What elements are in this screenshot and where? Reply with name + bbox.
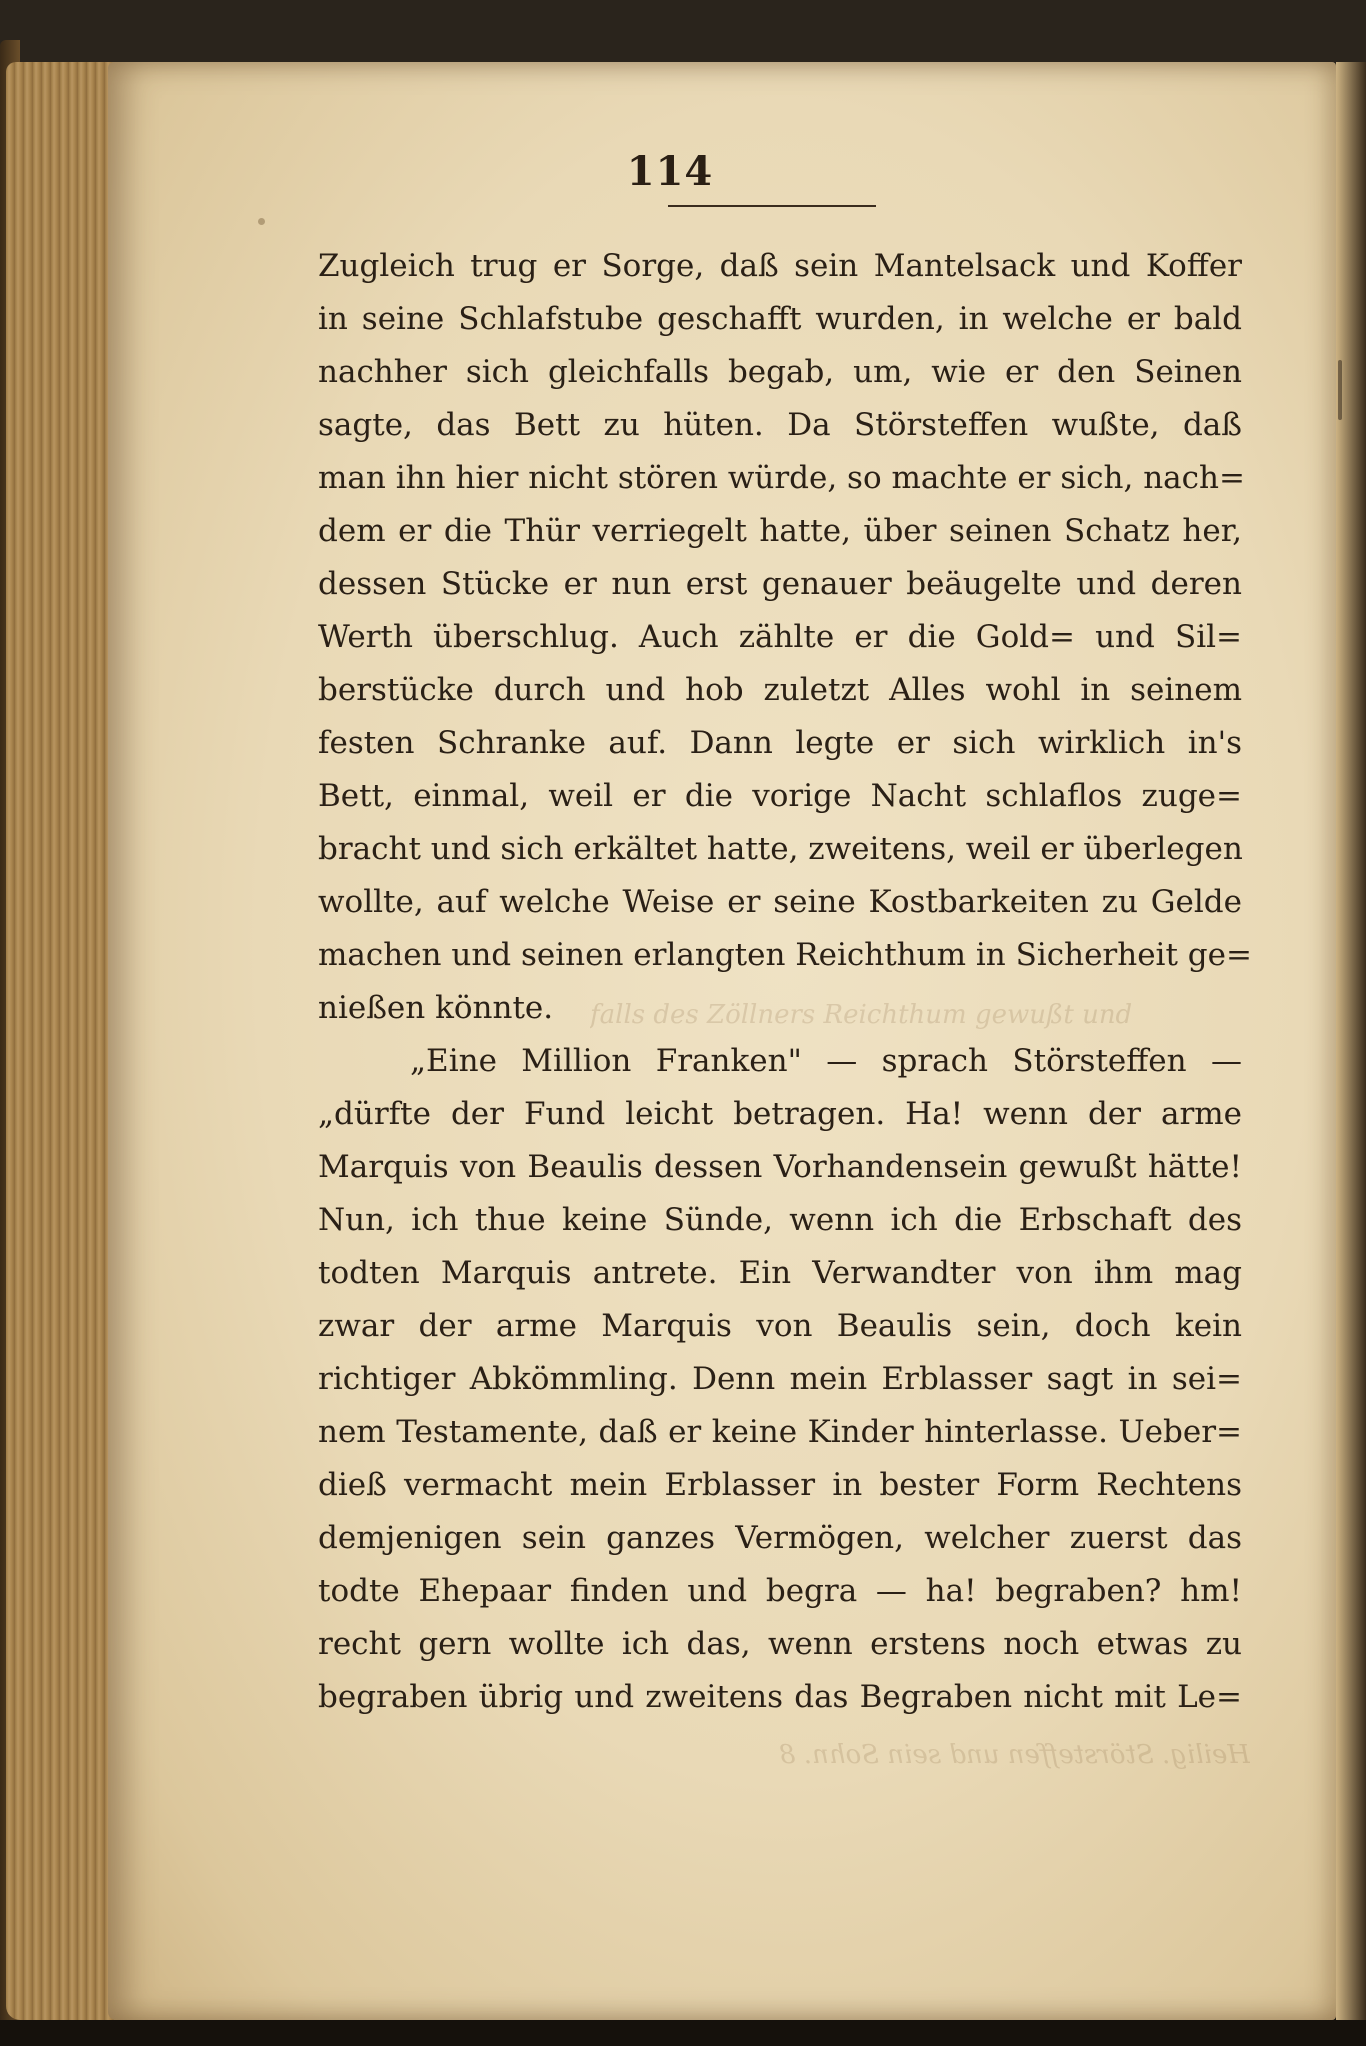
header-rule xyxy=(668,205,876,207)
text-line: Werth überschlug. Auch zählte er die Gold= und Sil= xyxy=(318,619,1242,655)
text-line: in seine Schlafstube geschafft wurden, in welche er bald xyxy=(318,301,1242,337)
paper-spot xyxy=(1338,360,1342,420)
text-line: man ihn hier nicht stören würde, so machte er sich, nach= xyxy=(318,460,1245,496)
text-line: sagte, das Bett zu hüten. Da Störsteffen wußte, daß xyxy=(318,407,1242,443)
text-line: recht gern wollte ich das, wenn erstens noch etwas zu xyxy=(318,1626,1242,1662)
bleed-through-text-2: Heilig. Störsteffen und sein Sohn. 8 xyxy=(779,1740,1250,1770)
text-line-paragraph-end: nießen könnte. xyxy=(318,990,554,1026)
scan-bottom-edge xyxy=(0,2020,1366,2046)
text-line: dessen Stücke er nun erst genauer beäugelte und deren xyxy=(318,566,1242,602)
text-line: begraben übrig und zweitens das Begraben nicht mit Le= xyxy=(318,1679,1242,1715)
text-line: Nun, ich thue keine Sünde, wenn ich die Erbschaft des xyxy=(318,1202,1242,1238)
text-line: bracht und sich erkältet hatte, zweitens, weil er überlegen xyxy=(318,831,1243,867)
text-line: zwar der arme Marquis von Beaulis sein, doch kein xyxy=(318,1308,1242,1344)
text-line: todte Ehepaar finden und begra — ha! begraben? hm! xyxy=(318,1573,1242,1609)
text-line: berstücke durch und hob zuletzt Alles wohl in seinem xyxy=(318,672,1242,708)
text-line: todten Marquis antrete. Ein Verwandter von ihm mag xyxy=(318,1255,1242,1291)
page-right-edge xyxy=(1336,62,1366,2020)
text-line: nachher sich gleichfalls begab, um, wie er den Seinen xyxy=(318,354,1242,390)
text-line: Marquis von Beaulis dessen Vorhandensein gewußt hätte! xyxy=(318,1149,1242,1185)
page-stack-edge xyxy=(6,62,118,2020)
text-line: Zugleich trug er Sorge, daß sein Mantelsack und Koffer xyxy=(318,248,1242,284)
text-line: Bett, einmal, weil er die vorige Nacht schlaflos zuge= xyxy=(318,778,1242,814)
text-line: dieß vermacht mein Erblasser in bester Form Rechtens xyxy=(318,1467,1242,1503)
text-line: richtiger Abkömmling. Denn mein Erblasser sagt in sei= xyxy=(318,1361,1242,1397)
text-line-paragraph-start: „Eine Million Franken" — sprach Störsteffen — xyxy=(410,1043,1242,1079)
text-line: dem er die Thür verriegelt hatte, über seinen Schatz her, xyxy=(318,513,1242,549)
page-number: 114 xyxy=(626,148,714,195)
text-line: festen Schranke auf. Dann legte er sich wirklich in's xyxy=(318,725,1242,761)
paper-spot xyxy=(258,218,265,225)
text-line: wollte, auf welche Weise er seine Kostbarkeiten zu Gelde xyxy=(318,884,1242,920)
body-text xyxy=(318,240,1252,1724)
text-line: machen und seinen erlangten Reichthum in Sicherheit ge= xyxy=(318,937,1252,973)
text-line: „dürfte der Fund leicht betragen. Ha! wenn der arme xyxy=(318,1096,1242,1132)
text-line: nem Testamente, daß er keine Kinder hinterlasse. Ueber= xyxy=(318,1414,1242,1450)
bleed-through-text-1: falls des Zöllners Reichthum gewußt und xyxy=(590,1000,1133,1030)
text-line: demjenigen sein ganzes Vermögen, welcher zuerst das xyxy=(318,1520,1242,1556)
